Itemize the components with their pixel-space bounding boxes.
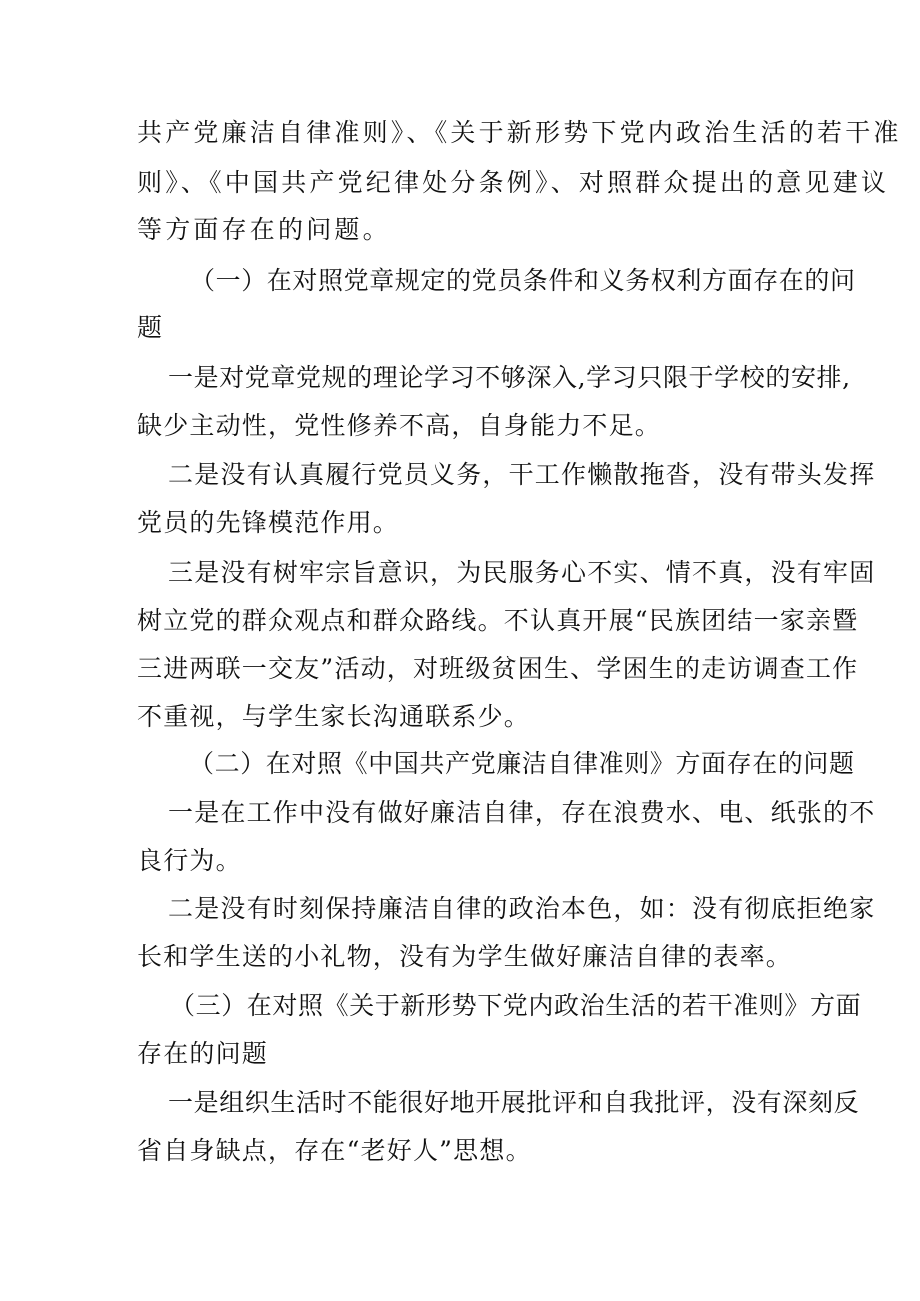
section-heading-3: （三）在对照《关于新形势下党内政治生活的若干准则》方面 <box>170 991 862 1020</box>
text-line: 不重视，与学生家长沟通联系少。 <box>137 702 531 731</box>
text-line: 长和学生送的小礼物，没有为学生做好廉洁自律的表率。 <box>137 942 793 971</box>
section-heading-3-continued: 存在的问题 <box>137 1039 269 1068</box>
text-line: 三是没有树牢宗旨意识，为民服务心不实、情不真，没有牢固 <box>168 558 876 587</box>
text-line: 良行为。 <box>137 846 242 875</box>
text-line: 一是对党章党规的理论学习不够深入,学习只限于学校的安排, <box>168 363 851 392</box>
text-line: 缺少主动性，党性修养不高，自身能力不足。 <box>137 411 662 440</box>
text-line: 等方面存在的问题。 <box>137 215 391 244</box>
text-line: 则》、《中国共产党纪律处分条例》、对照群众提出的意见建议 <box>137 168 890 197</box>
section-heading-2: （二）在对照《中国共产党廉洁自律准则》方面存在的问题 <box>189 749 855 778</box>
text-line: 三进两联一交友”活动，对班级贫困生、学困生的走访调查工作 <box>137 654 859 683</box>
text-line: 一是组织生活时不能很好地开展批评和自我批评，没有深刻反 <box>168 1088 860 1117</box>
section-heading-1-continued: 题 <box>137 313 164 342</box>
text-line: 二是没有时刻保持廉洁自律的政治本色，如：没有彻底拒绝家 <box>168 894 876 923</box>
text-line: 一是在工作中没有做好廉洁自律，存在浪费水、电、纸张的不 <box>168 798 876 827</box>
text-line: 二是没有认真履行党员义务，干工作懒散拖沓，没有带头发挥 <box>168 460 876 489</box>
section-heading-1: （一）在对照党章规定的党员条件和义务权利方面存在的问 <box>190 266 856 295</box>
text-line: 共产党廉洁自律准则》、《关于新形势下党内政治生活的若干准 <box>137 118 902 147</box>
text-line: 树立党的群众观点和群众路线。不认真开展“民族团结一家亲暨 <box>137 606 859 635</box>
text-line: 省自身缺点，存在“老好人”思想。 <box>137 1136 532 1165</box>
text-line: 党员的先锋模范作用。 <box>137 508 400 537</box>
